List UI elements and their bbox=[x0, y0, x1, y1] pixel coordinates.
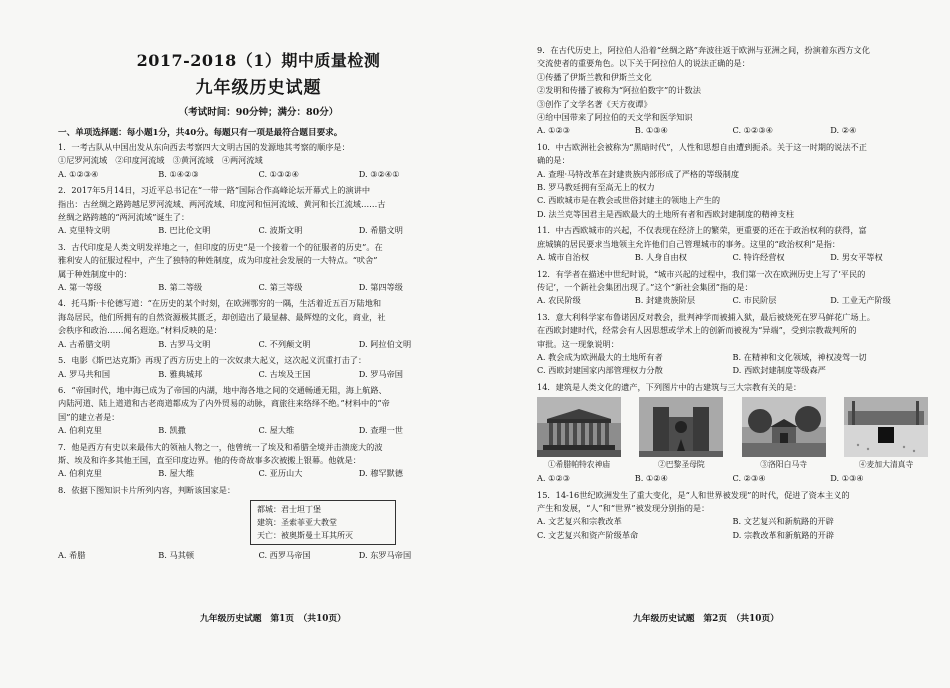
question-13-line-1: 13．意大利科学家布鲁诺因反对教会，批判神学而被捕入狱，最后被烧死在罗马鲜花广场上。 bbox=[537, 311, 875, 322]
option-d: D. 宗教改革和新航路的开辟 bbox=[732, 529, 835, 540]
option-d: D. 第四等级 bbox=[358, 282, 403, 293]
option-b: B. 在精神和文化领域，神权凌驾一切 bbox=[732, 351, 867, 362]
option-a: A. 第一等级 bbox=[58, 282, 102, 293]
caption-1: ①希腊帕特农神庙 bbox=[547, 460, 611, 470]
card-line-building: 建筑：圣索菲亚大教堂 bbox=[257, 518, 337, 528]
question-9-line-1: 9．在古代历史上，阿拉伯人沿着“丝绸之路”奔波往返于欧洲与亚洲之间，扮演着东西方文化 bbox=[537, 45, 870, 55]
option-d: D. ③②④① bbox=[358, 168, 400, 179]
option-b: B. 第二等级 bbox=[158, 282, 203, 293]
question-6-options bbox=[58, 424, 459, 437]
question-11-line-1: 11．中古西欧城市的兴起，不仅表现在经济上的繁荣，更重要的还在于政治权利的获得，富 bbox=[537, 225, 867, 236]
option-c: C. 市民阶层 bbox=[732, 295, 777, 306]
question-7-line-2: 斯、埃及和许多其他王国，直至印度边界。他的传奇故事多次被搬上银幕。他就是： bbox=[58, 454, 361, 465]
question-8: 8．依据下图知识卡片所列内容，判断该国家是： bbox=[58, 484, 236, 495]
question-6-line-3: 国”的建立者是： bbox=[58, 411, 120, 422]
caption-3: ③洛阳白马寺 bbox=[760, 460, 808, 470]
question-9-item-2: ②发明和传播了被称为“阿拉伯数字”的计数法 bbox=[537, 85, 701, 96]
question-2-line-2: 指出：古丝绸之路跨越尼罗河流域、两河流域、印度河和恒河流域、黄河和长江流域……古 bbox=[58, 198, 386, 209]
question-2-options bbox=[58, 224, 459, 237]
option-d: D. 穆罕默德 bbox=[358, 468, 403, 479]
option-b: B. 文艺复兴和新航路的开辟 bbox=[732, 516, 834, 527]
exam-info: （考试时间：90分钟；满分：80分） bbox=[178, 107, 339, 118]
mecca-mosque-picture bbox=[844, 397, 928, 457]
option-c: C. 西欧城市是在教会或世俗封建主的领地上产生的 bbox=[537, 195, 721, 206]
question-11-options bbox=[537, 251, 928, 264]
question-10-line-2: 确的是： bbox=[537, 155, 570, 166]
option-c: C. 亚历山大 bbox=[258, 468, 303, 479]
question-3-options bbox=[58, 281, 459, 294]
section-heading: 一、单项选择题：每小题1分，共40分。每题只有一项是最符合题目要求。 bbox=[58, 128, 343, 138]
option-d: D. 阿拉伯文明 bbox=[358, 338, 412, 349]
question-3-line-1: 3．古代印度是人类文明发祥地之一，但印度的历史“是一个接着一个的征服者的历史”。在 bbox=[58, 241, 383, 252]
exam-title: 2017-2018（1）期中质量检测 bbox=[136, 51, 381, 70]
option-b: B. ①③④ bbox=[634, 125, 668, 136]
question-9-options bbox=[537, 124, 928, 137]
option-c: C. 文艺复兴和资产阶级革命 bbox=[537, 529, 639, 540]
option-d: D. 东罗马帝国 bbox=[358, 550, 412, 561]
question-4-line-2: 海岛居民，他们所拥有的自然资源极其匮乏，却创造出了最显赫、最辉煌的文化，商业，社 bbox=[58, 311, 386, 322]
question-9-item-3: ③创作了文学名著《天方夜谭》 bbox=[537, 98, 652, 109]
question-15-line-1: 15．14-16世纪欧洲发生了重大变化，是“人和世界被发现”的时代，促进了资本主义的 bbox=[537, 489, 850, 500]
option-a: A. 伯利克里 bbox=[58, 425, 102, 436]
option-d: D. 西欧封建制度等级森严 bbox=[732, 365, 826, 376]
question-13-options bbox=[537, 351, 928, 378]
option-b: B. 人身自由权 bbox=[634, 252, 687, 263]
option-d: D. 希腊文明 bbox=[358, 225, 403, 236]
parthenon-picture bbox=[537, 397, 621, 457]
page-2 bbox=[475, 0, 950, 688]
option-c: C. 西欧封建国家内部管理权力分散 bbox=[537, 365, 663, 376]
question-4-line-3: 会秩序和政治……闻名遐迩。”材料反映的是： bbox=[58, 325, 222, 336]
question-5: 5．电影《斯巴达克斯》再现了西方历史上的一次奴隶大起义，这次起义沉重打击了： bbox=[58, 355, 367, 366]
page-footer: 九年级历史试题 第2页 （共10页） bbox=[633, 614, 779, 624]
option-c: C. 古埃及王国 bbox=[258, 368, 311, 379]
option-c: C. ①③②④ bbox=[258, 168, 300, 179]
option-b: B. 巴比伦文明 bbox=[158, 225, 211, 236]
question-12-line-2: 传记’，一个新社会集团出现了。”这个“新社会集团”指的是： bbox=[537, 281, 753, 292]
option-a: A. 希腊 bbox=[58, 550, 86, 561]
question-10-options bbox=[537, 168, 928, 222]
question-4-line-1: 4．托马斯·卡伦德写道：“在历史的某个时刻，在欧洲鄂穷的一隅，生活着近五百万陆地和 bbox=[58, 298, 382, 309]
white-horse-temple-picture bbox=[742, 397, 826, 457]
question-4-options bbox=[58, 338, 459, 351]
question-6-line-2: 内陆河道、陆上道道和古老商道都成为了内外贸易的动脉，商旅往来络绎不绝。”材料中的“帝 bbox=[58, 398, 390, 409]
question-14-images bbox=[537, 397, 928, 470]
option-c: C. ①②③④ bbox=[732, 125, 774, 136]
option-c: C. 西罗马帝国 bbox=[258, 550, 311, 561]
question-13-line-3: 审批。这一现象说明： bbox=[537, 338, 619, 349]
question-5-options bbox=[58, 368, 459, 381]
option-b: B. ①④②③ bbox=[158, 168, 199, 179]
page-footer: 九年级历史试题 第1页 （共10页） bbox=[200, 614, 346, 624]
exam-subject-title: 九年级历史试题 bbox=[195, 78, 322, 98]
knowledge-card bbox=[250, 500, 396, 545]
option-a: A. 农民阶级 bbox=[537, 295, 581, 306]
option-b: B. 马其顿 bbox=[158, 550, 195, 561]
image-notre-dame bbox=[639, 397, 723, 470]
option-d: D. 法兰克等国君主是西欧最大的土地所有者和西欧封建制度的精神支柱 bbox=[537, 208, 795, 219]
option-c: C. ②③④ bbox=[732, 473, 766, 484]
option-a: A. 城市自治权 bbox=[537, 252, 590, 263]
question-8-options bbox=[58, 549, 459, 562]
notre-dame-picture bbox=[639, 397, 723, 457]
option-d: D. 工业无产阶级 bbox=[830, 295, 891, 306]
option-a: A. ①②③④ bbox=[58, 168, 99, 179]
option-c: C. 波斯文明 bbox=[258, 225, 303, 236]
option-a: A. 罗马共和国 bbox=[58, 368, 111, 379]
option-b: B. 罗马教廷拥有至高无上的权力 bbox=[537, 182, 655, 193]
option-d: D. 罗马帝国 bbox=[358, 368, 403, 379]
question-7-options bbox=[58, 467, 459, 480]
option-c: C. 屋大维 bbox=[258, 425, 295, 436]
option-b: B. 凯撒 bbox=[158, 425, 186, 436]
question-12-line-1: 12．有学者在描述中世纪时说，“城市兴起的过程中，我们第一次在欧洲历史上写了‘平民的 bbox=[537, 268, 866, 279]
option-a: A. 文艺复兴和宗教改革 bbox=[537, 516, 622, 527]
option-c: C. 第三等级 bbox=[258, 282, 303, 293]
question-15-line-2: 产生和发展，“人”和“世界”被发现分别指的是： bbox=[537, 502, 710, 513]
option-a: A. ①②③ bbox=[537, 125, 571, 136]
option-c: C. 特许经营权 bbox=[732, 252, 785, 263]
question-13-line-2: 在西欧封建时代，经常会有人因思想或学术上的创新而被视为“异端”，受到宗教裁判所的 bbox=[537, 325, 857, 336]
question-11-line-2: 庶城镇的居民要求当地领主允许他们自己管理城市的事务。这里的“政治权利”是指： bbox=[537, 238, 841, 249]
question-1-items: ①尼罗河流域 ②印度河流域 ③黄河流域 ④两河流域 bbox=[58, 155, 263, 166]
question-9-item-1: ①传播了伊斯兰教和伊斯兰文化 bbox=[537, 71, 652, 82]
option-b: B. 雅典城邦 bbox=[158, 368, 203, 379]
option-a: A. ①②③ bbox=[537, 473, 571, 484]
question-14-options bbox=[537, 472, 928, 485]
question-2-line-3: 丝绸之路跨越的“两河流域”诞生了： bbox=[58, 212, 190, 223]
question-3-line-3: 属于种姓制度中的： bbox=[58, 268, 132, 279]
question-15-options bbox=[537, 515, 928, 542]
question-10-line-1: 10．中古欧洲社会被称为“黑暗时代”，人性和思想自由遭到扼杀。关于这一时期的说法不正 bbox=[537, 141, 867, 152]
question-3-line-2: 雅利安人的征服过程中，产生了独特的种姓制度，成为印度社会发展的一大特点。“吠舍” bbox=[58, 255, 378, 266]
card-line-fall: 天亡：被奥斯曼土耳其所灭 bbox=[257, 531, 353, 541]
image-white-horse-temple bbox=[742, 397, 826, 470]
caption-4: ④麦加大清真寺 bbox=[858, 460, 914, 470]
question-1-options bbox=[58, 168, 459, 181]
option-a: A. 古希腊文明 bbox=[58, 338, 111, 349]
option-b: B. 古罗马文明 bbox=[158, 338, 211, 349]
option-d: D. 查理一世 bbox=[358, 425, 403, 436]
image-mecca-mosque bbox=[844, 397, 928, 470]
option-a: A. 教会成为欧洲最大的土地所有者 bbox=[537, 351, 663, 362]
question-1: 1．一考古队从中国出发从东向西去考察四大文明古国的发源地其考察的顺序是： bbox=[58, 142, 350, 152]
option-b: B. 屋大维 bbox=[158, 468, 195, 479]
question-14: 14．建筑是人类文化的遗产，下列图片中的古建筑与三大宗教有关的是： bbox=[537, 381, 802, 392]
option-b: B. ①②④ bbox=[634, 473, 668, 484]
option-a: A. 查理·马特改革在封建贵族内部形成了严格的等级制度 bbox=[537, 168, 740, 179]
option-a: A. 伯利克里 bbox=[58, 468, 102, 479]
image-parthenon bbox=[537, 397, 621, 470]
question-9-item-4: ④给中国带来了阿拉伯的天文学和医学知识 bbox=[537, 112, 693, 123]
option-d: D. ①③④ bbox=[830, 473, 864, 484]
option-c: C. 不列颠文明 bbox=[258, 338, 311, 349]
question-2-line-1: 2．2017年5月14日，习近平总书记在“一带一路”国际合作高峰论坛开幕式上的演讲中 bbox=[58, 185, 371, 196]
card-line-capital: 都城：君士坦丁堡 bbox=[257, 505, 321, 515]
question-9-line-2: 交流使者的重要角色。以下关于阿拉伯人的说法正确的是： bbox=[537, 58, 750, 69]
option-d: D. ②④ bbox=[830, 125, 857, 136]
option-a: A. 克里特文明 bbox=[58, 225, 111, 236]
option-d: D. 男女平等权 bbox=[830, 252, 883, 263]
question-12-options bbox=[537, 294, 928, 307]
question-6-line-1: 6．“帝国时代，地中海已成为了帝国的内湖，地中海各地之间的交通畅通无阻，海上航路、 bbox=[58, 384, 387, 395]
question-7-line-1: 7．他是西方有史以来最伟大的领袖人物之一，他曾统一了埃及和希腊全境并击溃庞大的波 bbox=[58, 441, 383, 452]
caption-2: ②巴黎圣母院 bbox=[657, 460, 705, 470]
option-b: B. 封建贵族阶层 bbox=[634, 295, 696, 306]
